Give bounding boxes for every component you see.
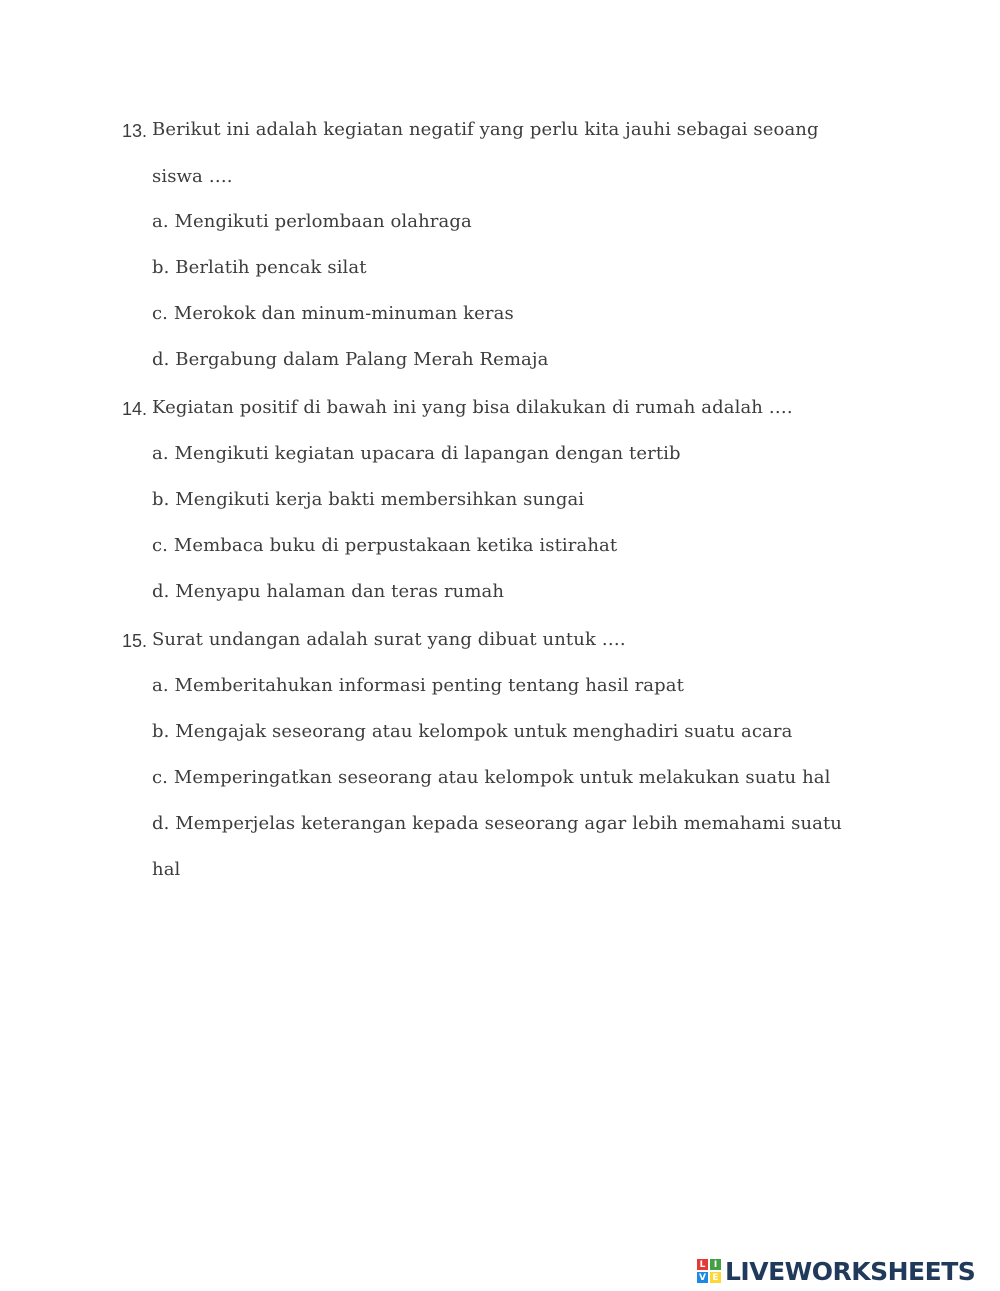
question-text: Kegiatan positif di bawah ini yang bisa dilakukan di rumah adalah …. bbox=[152, 397, 793, 418]
logo-block-l: L bbox=[697, 1259, 708, 1270]
logo-block-i: I bbox=[710, 1259, 721, 1270]
option-d: d. Memperjelas keterangan kepada seseorang agar lebih memahami suatu bbox=[152, 813, 842, 834]
option-b: b. Berlatih pencak silat bbox=[152, 257, 367, 278]
question-text: Berikut ini adalah kegiatan negatif yang perlu kita jauhi sebagai seoang bbox=[152, 119, 819, 140]
logo-block-e: E bbox=[710, 1272, 721, 1283]
option-b: b. Mengikuti kerja bakti membersihkan sungai bbox=[152, 489, 585, 510]
question-text: Surat undangan adalah surat yang dibuat untuk …. bbox=[152, 629, 626, 650]
question-number: 14. bbox=[122, 399, 148, 419]
option-c: c. Memperingatkan seseorang atau kelompok untuk melakukan suatu hal bbox=[152, 767, 831, 788]
option-c: c. Merokok dan minum-minuman keras bbox=[152, 303, 514, 324]
option-d-continued: hal bbox=[152, 859, 181, 880]
question-number: 13. bbox=[122, 121, 148, 141]
option-d: d. Menyapu halaman dan teras rumah bbox=[152, 581, 505, 602]
question-text: siswa …. bbox=[152, 166, 233, 187]
logo-block-v: V bbox=[697, 1272, 708, 1283]
logo-text: LIVEWORKSHEETS bbox=[725, 1256, 976, 1286]
logo-icon bbox=[697, 1259, 721, 1283]
liveworksheets-logo bbox=[697, 1258, 975, 1284]
option-b: b. Mengajak seseorang atau kelompok untuk menghadiri suatu acara bbox=[152, 721, 793, 742]
option-a: a. Mengikuti kegiatan upacara di lapangan dengan tertib bbox=[152, 443, 681, 464]
option-a: a. Mengikuti perlombaan olahraga bbox=[152, 211, 472, 232]
option-c: c. Membaca buku di perpustakaan ketika istirahat bbox=[152, 535, 618, 556]
question-number: 15. bbox=[122, 631, 148, 651]
option-d: d. Bergabung dalam Palang Merah Remaja bbox=[152, 349, 549, 370]
option-a: a. Memberitahukan informasi penting tentang hasil rapat bbox=[152, 675, 684, 696]
